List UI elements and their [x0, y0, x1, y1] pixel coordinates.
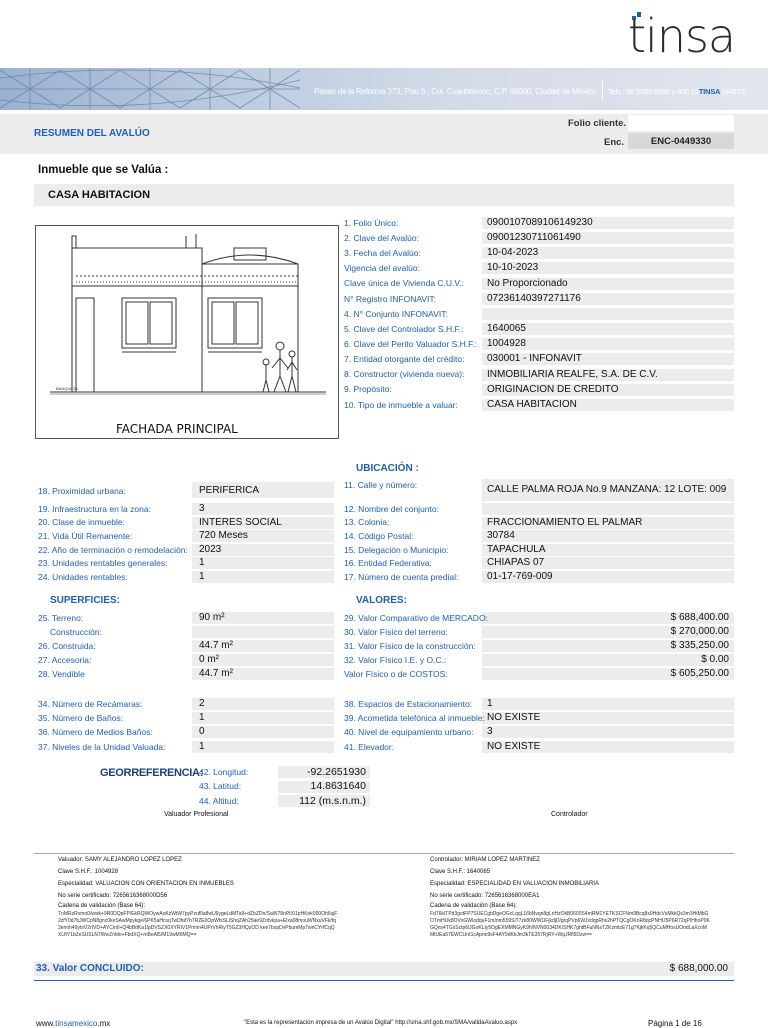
ubicacion-value-cell — [482, 530, 734, 542]
id-label: 2. Clave del Avalúo: — [344, 232, 419, 243]
valor-row — [0, 612, 768, 624]
footer-site-suffix: .mx — [97, 1019, 111, 1028]
conclusion-label: 33. Valor CONCLUIDO: — [36, 963, 144, 974]
geo-row — [0, 795, 768, 807]
id-value: CASA HABITACION — [487, 398, 577, 410]
superficie-label: 26. Construida: — [38, 640, 96, 651]
id-label: 3. Fecha del Avalúo: — [344, 248, 421, 259]
controlador-signature-block — [430, 856, 710, 939]
enc-value-box — [628, 133, 734, 149]
tinsa-logo — [620, 4, 758, 68]
valor-label: 30. Valor Físico del terreno: — [344, 626, 448, 637]
extra-right-label: 40. Nivel de equipamiento urbano: — [344, 726, 474, 737]
id-row — [0, 338, 768, 350]
extra-left-label: 36. Número de Medios Baños: — [38, 726, 153, 737]
valuador-name: Valuador: SAMY ALEJANDRO LOPEZ LOPEZ — [58, 857, 182, 863]
valuador-clave: Clave S.H.F.: 1004928 — [58, 869, 119, 875]
ubicacion-left-label: 19. Infraestructura en la zona: — [38, 503, 151, 514]
id-value: 1004928 — [487, 338, 526, 350]
id-row — [0, 217, 768, 229]
id-label: 4. N° Conjunto INFONAVIT: — [344, 308, 448, 319]
id-value: ORIGINACION DE CREDITO — [487, 383, 619, 395]
id-label: 9. Propósito: — [344, 384, 392, 395]
conclusion-value: $ 688,000.00 — [669, 963, 728, 974]
header-phones — [608, 87, 747, 96]
valuador-profesional-label: Valuador Profesional — [164, 811, 229, 818]
valor-label: Valor Físico o de COSTOS: — [344, 668, 448, 679]
ubicacion-left-label: 20. Clase de inmueble: — [38, 517, 125, 528]
ubicacion-right-label: 13. Colonia: — [344, 517, 390, 528]
ubicacion-left-value: 1 — [199, 571, 205, 582]
street-value: CALLE PALMA ROJA No.9 MANZANA: 12 LOTE: 009 — [487, 484, 727, 495]
ubicacion-left-value: 720 Meses — [199, 530, 248, 542]
valor-value: $ 335,250.00 — [670, 640, 729, 651]
geo-value: 14.8631640 — [310, 780, 366, 793]
ubicacion-right-value: FRACCIONAMIENTO EL PALMAR — [487, 516, 643, 528]
id-value: 09001230711061490 — [487, 232, 581, 244]
id-value: 1640065 — [487, 323, 526, 335]
ubicacion-right-row — [0, 530, 768, 542]
geo-title: GEORREFERENCIA: — [100, 767, 204, 779]
footer-site-brand: tinsamexico — [55, 1019, 98, 1028]
extra-right-value: NO EXISTE — [487, 712, 541, 723]
id-label: 1. Folio Único: — [344, 217, 399, 228]
extra-right-row — [0, 712, 768, 724]
id-row — [0, 323, 768, 335]
extra-right-label: 39. Acometida telefónica al inmueble: — [344, 712, 485, 723]
ubicacion-right-value: TAPACHULA — [487, 543, 546, 555]
ubicacion-left-value: 2023 — [199, 543, 222, 555]
ubicacion-left-label: 18. Proximidad urbana: — [38, 485, 126, 496]
extra-left-value: 1 — [199, 712, 205, 723]
ubicacion-left-label: 21. Vida Útil Remanente: — [38, 530, 133, 541]
id-row — [0, 247, 768, 259]
valor-value: $ 605,250.00 — [670, 668, 729, 679]
inmueble-heading: Inmueble que se Valúa : — [38, 164, 169, 176]
ubicacion-left-label: 24. Unidades rentables: — [38, 571, 128, 582]
id-row — [0, 369, 768, 381]
controlador-clave: Clave S.H.F.: 1640065 — [430, 869, 491, 875]
id-label: 5. Clave del Controlador S.H.F.: — [344, 323, 464, 334]
drawing-small-label: BANQUETA — [56, 386, 78, 391]
extra-right-value: 3 — [487, 726, 493, 737]
valor-label: 31. Valor Físico de la construcción: — [344, 640, 476, 651]
geo-value: -92.2651930 — [307, 765, 366, 778]
folio-value-box — [628, 115, 734, 131]
footer-site-prefix: www. — [36, 1019, 56, 1028]
id-value: 0900107089106149230 — [487, 217, 593, 228]
valor-row — [0, 668, 768, 680]
id-row — [0, 308, 768, 320]
id-value: 10-10-2023 — [487, 262, 539, 274]
valor-value: $ 0.00 — [701, 654, 729, 665]
header-banner — [0, 68, 768, 110]
valor-row — [0, 640, 768, 652]
superficies-title: SUPERFICIES: — [50, 595, 121, 606]
footer-page: Página 1 de 16 — [648, 1019, 702, 1028]
id-value: No Proporcionado — [487, 277, 568, 289]
id-label: N° Registro INFONAVIT: — [344, 293, 437, 304]
id-label: 6. Clave del Perito Valuador S.H.F.: — [344, 338, 478, 349]
extra-right-value: 1 — [487, 698, 493, 709]
folio-label: Folio cliente. — [568, 118, 627, 129]
superficie-label: 28. Vendible — [38, 668, 85, 679]
header-divider — [602, 82, 603, 100]
geo-row — [0, 766, 768, 778]
ubicacion-left-value: PERIFERICA — [199, 485, 260, 496]
ubicacion-left-label: 22. Año de terminación o remodelación: — [38, 544, 188, 555]
valuador-cadena: TnMRzRvmo0/wwk+9R0DQpFP/EkRQWOywAoKzWtW7pyPzuf0a8wU9ygeLdMTa9+dZbZDn/SaW78nPtXi1pHKnk000Oh6sjF2zfY0d7bJWCpN8gnz0keSAwMpykge/6PK5aHcsqTwDfaf7h7RZE0OpWfsSLiShqZAh25ae9Zrdvkpa+Elxa08mouWNxuVFk/tq3ennh49ytsV2rIVD+AYCmIl+Q4bBdKa1lpDVSZX0XYRIV1Pmnn4UPrVhRiyT5GZ3HQzOD kee7bxpDvPbumMp7wnCYrfCqQXLftY1b2eSUSLN7WwZnldo+FbdXQ+mBeAl5/M19wM9MQ== — [58, 911, 338, 938]
valuador-serie: No serie certificado: 7265616368000D56 — [58, 893, 168, 899]
extra-right-label: 41. Elevador: — [344, 741, 395, 752]
ubicacion-right-row — [0, 517, 768, 529]
superficie-value: 44.7 m² — [199, 640, 233, 651]
id-value: 030001 - INFONAVIT — [487, 353, 582, 365]
phones-tail: (84672) — [720, 87, 747, 96]
valor-label: 29. Valor Comparativo de MERCADO: — [344, 612, 488, 623]
logo-text: tinsa — [628, 9, 736, 63]
controlador-name: Controlador: MIRIAM LOPEZ MARTINEZ — [430, 857, 540, 863]
ubicacion-left-value: INTERES SOCIAL — [199, 516, 282, 528]
id-label: 8. Constructor (vivienda nueva): — [344, 369, 465, 380]
ubicacion-right-value: 01-17-769-009 — [487, 571, 553, 582]
id-row — [0, 384, 768, 396]
extra-value-cell — [482, 698, 734, 710]
id-row — [0, 353, 768, 365]
id-row — [0, 232, 768, 244]
ubicacion-left-label: 23. Unidades rentables generales: — [38, 558, 168, 569]
superficie-label: Construcción: — [50, 626, 102, 637]
id-label: Clave única de Vivienda C.U.V.: — [344, 278, 465, 289]
id-row — [0, 262, 768, 274]
id-row — [0, 399, 768, 411]
extra-right-label: 38. Espacios de Estacionamiento: — [344, 698, 473, 709]
footer-note: "Esta es la representación impresa de un Avalúo Digital" http://sma.shf.gob.mx/SMA/validaAvaluo.aspx — [244, 1020, 518, 1026]
superficie-value: 90 m² — [199, 612, 225, 623]
extra-right-row — [0, 698, 768, 710]
signatures-top-line — [34, 853, 734, 854]
superficie-label: 27. Accesoria: — [38, 654, 92, 665]
geo-value: 112 (m.s.n.m.) — [299, 794, 366, 807]
ubicacion-right-value: CHIAPAS 07 — [487, 557, 545, 569]
banner-structure-graphic — [0, 68, 300, 110]
ubicacion-right-row — [0, 544, 768, 556]
extra-left-value: 1 — [199, 741, 205, 752]
extra-left-label: 35. Número de Baños: — [38, 712, 124, 723]
ubicacion-left-row — [0, 485, 768, 497]
enc-label: Enc. — [604, 137, 625, 148]
id-row — [0, 293, 768, 305]
extra-left-value: 0 — [199, 726, 205, 737]
extra-right-row — [0, 726, 768, 738]
extra-right-row — [0, 741, 768, 753]
inmueble-type: CASA HABITACION — [48, 189, 151, 201]
ubicacion-right-label: 16. Entidad Federativa: — [344, 558, 432, 569]
geo-label: 43. Latitud: — [199, 781, 242, 792]
phones-text: Tels.: 55 5080 9090 y 800 22 — [608, 87, 699, 96]
ubicacion-right-row — [0, 557, 768, 569]
id-value: 07236140397271176 — [487, 292, 581, 304]
ubicacion-title: UBICACIÓN : — [356, 463, 419, 474]
header-address: Paseo de la Reforma 373, Piso 5 , Col. Cuauhtémoc, C.P. 06500, Ciudad de México — [314, 87, 597, 96]
valores-title: VALORES: — [356, 595, 407, 606]
ubicacion-right-label: 17. Número de cuenta predial: — [344, 571, 459, 582]
valuador-especialidad: Especialidad: VALUACION CON ORIENTACION EN INMUEBLES — [58, 881, 234, 887]
ubicacion-right-label: 15. Delegación o Municipio: — [344, 544, 449, 555]
street-label: 11. Calle y número: — [344, 480, 418, 490]
controlador-cadena-label: Cadena de validación (Base 64): — [430, 903, 518, 909]
facade-caption: FACHADA PRINCIPAL — [116, 422, 238, 436]
controlador-label: Controlador — [551, 811, 588, 818]
controlador-serie: No serie certificado: 7265616368000EA1 — [430, 893, 540, 899]
conclusion-underline — [34, 980, 734, 981]
valuador-cadena-label: Cadena de validación (Base 64): — [58, 903, 146, 909]
ubicacion-left-value: 1 — [199, 557, 205, 569]
id-value: INMOBILIARIA REALFE, S.A. DE C.V. — [487, 368, 658, 380]
superficie-label: 25. Terreno: — [38, 612, 84, 623]
ubicacion-right-label: 14. Código Postal: — [344, 530, 414, 541]
id-label: 7. Entidad otorgante del crédito: — [344, 354, 465, 365]
controlador-cadena: Fd76kITPd3gotFP7SUECgbDgeOGcLqqL16bNvqn8gLriHzOkB0600S4mRM1YETKSCFNm9Bcq8x0HdcVxMkkQs3m3HtMbGOTmHUk8OVxGWIodquF1m/nm559SiT7zk80WW1lFjkdjD/grqPVp6WJxdqpRhx2hPTQCgOKnR8qcPNHIJ5P6R72qPIHhoP0KGQns4TGxSctp6lJGoKLty5OgEXMMNGyK9h/NVN0034DK/SHK7ghtBFuNNsTZKzmtzE71g7KjkKq5QCuMHosUOodLaXcoMMtUEa57EWCUrd1cApnn9sF4AY9dKkJm3kTE357RjRY+WqJRfi5Dzw== — [430, 911, 710, 938]
ubicacion-right-value: 30784 — [487, 530, 515, 542]
extra-value-cell — [482, 726, 734, 738]
extra-left-value: 2 — [199, 698, 205, 709]
id-value: 10-04-2023 — [487, 247, 539, 259]
phones-brand: TINSA — [698, 87, 721, 96]
valor-value: $ 270,000.00 — [670, 626, 729, 637]
extra-right-value: NO EXISTE — [487, 741, 541, 752]
superficie-value: 44.7 m² — [199, 668, 233, 679]
valor-value: $ 688,400.00 — [670, 612, 729, 623]
ubicacion-right-row — [0, 503, 768, 515]
geo-label: 44. Altitud: — [199, 795, 239, 806]
id-value-cell — [482, 308, 734, 320]
valor-row — [0, 626, 768, 638]
ubicacion-value-cell — [482, 503, 734, 515]
valor-row — [0, 654, 768, 666]
id-label: Vigencia del avalúo: — [344, 263, 420, 274]
ubicacion-left-value: 3 — [199, 503, 205, 514]
ubicacion-right-row — [0, 571, 768, 583]
ubicacion-right-label: 12. Nombre del conjunto: — [344, 503, 439, 514]
enc-value: ENC-0449330 — [650, 135, 712, 147]
summary-title: RESUMEN DEL AVALÚO — [34, 128, 150, 139]
controlador-especialidad: Especialidad: ESPECIALIDAD EN VALUACION INMOBILIARIA — [430, 881, 599, 887]
valuador-signature-block — [58, 856, 338, 939]
geo-row — [0, 781, 768, 793]
id-row — [0, 278, 768, 290]
superficie-value: 0 m² — [199, 654, 219, 665]
extra-left-label: 34. Número de Recámaras: — [38, 698, 143, 709]
id-label: 10. Tipo de inmueble a valuar: — [344, 399, 458, 410]
geo-label: 42. Longitud: — [199, 766, 249, 777]
valor-label: 32. Valor Físico I.E. y O.C.: — [344, 654, 447, 665]
extra-left-label: 37. Niveles de la Unidad Valuada: — [38, 741, 166, 752]
